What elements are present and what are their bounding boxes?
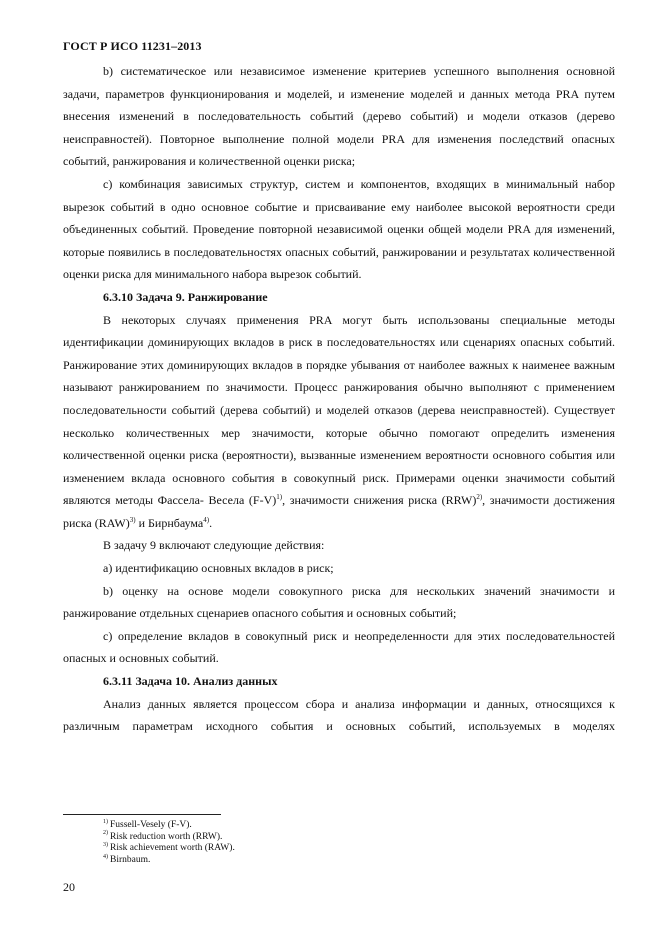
paragraph-item-b: b) систематическое или независимое изменение критериев успешного выполнения основной задачи, параметров функционирования и моделей, и изменение моделей и данных метода PRA путем внесения изменений в последовательность событий (дерево событий) и модели отказов (дерево неисправностей). Повторное выполнение полной модели PRA для изменения последствий опасных событий, ранжирования и количественной оценки риска;: [63, 64, 615, 169]
footnote-mark: 1): [103, 818, 108, 825]
ranking-text-3: , значимости достижения риска (RAW): [63, 493, 615, 530]
footnote-separator: [63, 814, 221, 815]
section-heading-6-3-10: 6.3.10 Задача 9. Ранжирование: [103, 289, 268, 304]
ranking-text-2: , значимости снижения риска (RRW): [282, 493, 477, 508]
footnote-text: Risk achievement worth (RAW).: [110, 843, 235, 854]
paragraph-task9-intro: В задачу 9 включают следующие действия:: [103, 538, 325, 553]
footnote-text: Risk reduction worth (RRW).: [110, 831, 223, 842]
ranking-text-5: .: [209, 515, 213, 530]
footnote-mark: 4): [103, 853, 108, 860]
page-number: 20: [63, 880, 75, 894]
footnotes: [103, 820, 235, 866]
document-body: [63, 60, 615, 738]
footnote-mark: 2): [103, 830, 108, 837]
paragraph-data-analysis: Анализ данных является процессом сбора и анализа информации и данных, относящихся к различным параметрам исходного события и основных событий, используемых в моделях: [63, 696, 615, 734]
footnote-item: [103, 832, 235, 844]
footnote-ref-1: 1): [276, 493, 283, 502]
footnote-ref-4: 4): [203, 515, 210, 524]
paragraph-task9-a: a) идентификацию основных вкладов в риск;: [103, 561, 334, 576]
document-code-header: ГОСТ Р ИСО 11231–2013: [63, 39, 202, 53]
footnote-item: [103, 843, 235, 855]
paragraph-task9-c: c) определение вкладов в совокупный риск и неопределенности для этих последовательностей опасных и основных событий.: [63, 628, 615, 666]
footnote-text: Fussell-Vesely (F-V).: [110, 820, 192, 830]
footnote-mark: 3): [103, 842, 108, 849]
footnote-item: [103, 855, 235, 867]
ranking-text-4: и Бирнбаума: [135, 515, 204, 530]
footnote-ref-3: 3): [129, 515, 136, 524]
paragraph-task9-b: b) оценку на основе модели совокупного риска для нескольких значений значимости и ранжирование отдельных сценариев опасного события и основных событий;: [63, 583, 615, 621]
footnote-item: [103, 820, 235, 832]
footnote-ref-2: 2): [476, 493, 483, 502]
paragraph-item-c: c) комбинация зависимых структур, систем и компонентов, входящих в минимальный набор вырезок событий в одно основное событие и присваивание ему наиболее высокой вероятности среди объединенных событий. Проведение повторной независимой оценки общей модели PRA для изменений, которые появились в последовательностях опасных событий, ранжировании и результатах количественной оценки риска для минимального набора вырезок событий.: [63, 176, 615, 282]
footnote-text: Birnbaum.: [110, 854, 151, 865]
paragraph-ranking: [63, 309, 615, 535]
ranking-text-1: В некоторых случаях применения PRA могут быть использованы специальные методы идентификации доминирующих вкладов в риск в последовательностях или сценариях опасных событий. Ранжирование этих доминирующих вкладов в порядке убывания от наиболее важных к наименее важным называют ранжированием по значимости. Процесс ранжирования обычно выполняют с применением последовательности событий (дерева событий) и моделей отказов (дерева неисправностей). Существует несколько количественных мер значимости, которые обычно помогают определить изменения количественной оценки риска (вероятности), вызванные изменением вероятности основного события или изменением вклада основного события в совокупный риск. Примерами оценки значимости событий являются методы Фассела- Весела (F-V): [63, 312, 615, 508]
section-heading-6-3-11: 6.3.11 Задача 10. Анализ данных: [103, 674, 278, 689]
